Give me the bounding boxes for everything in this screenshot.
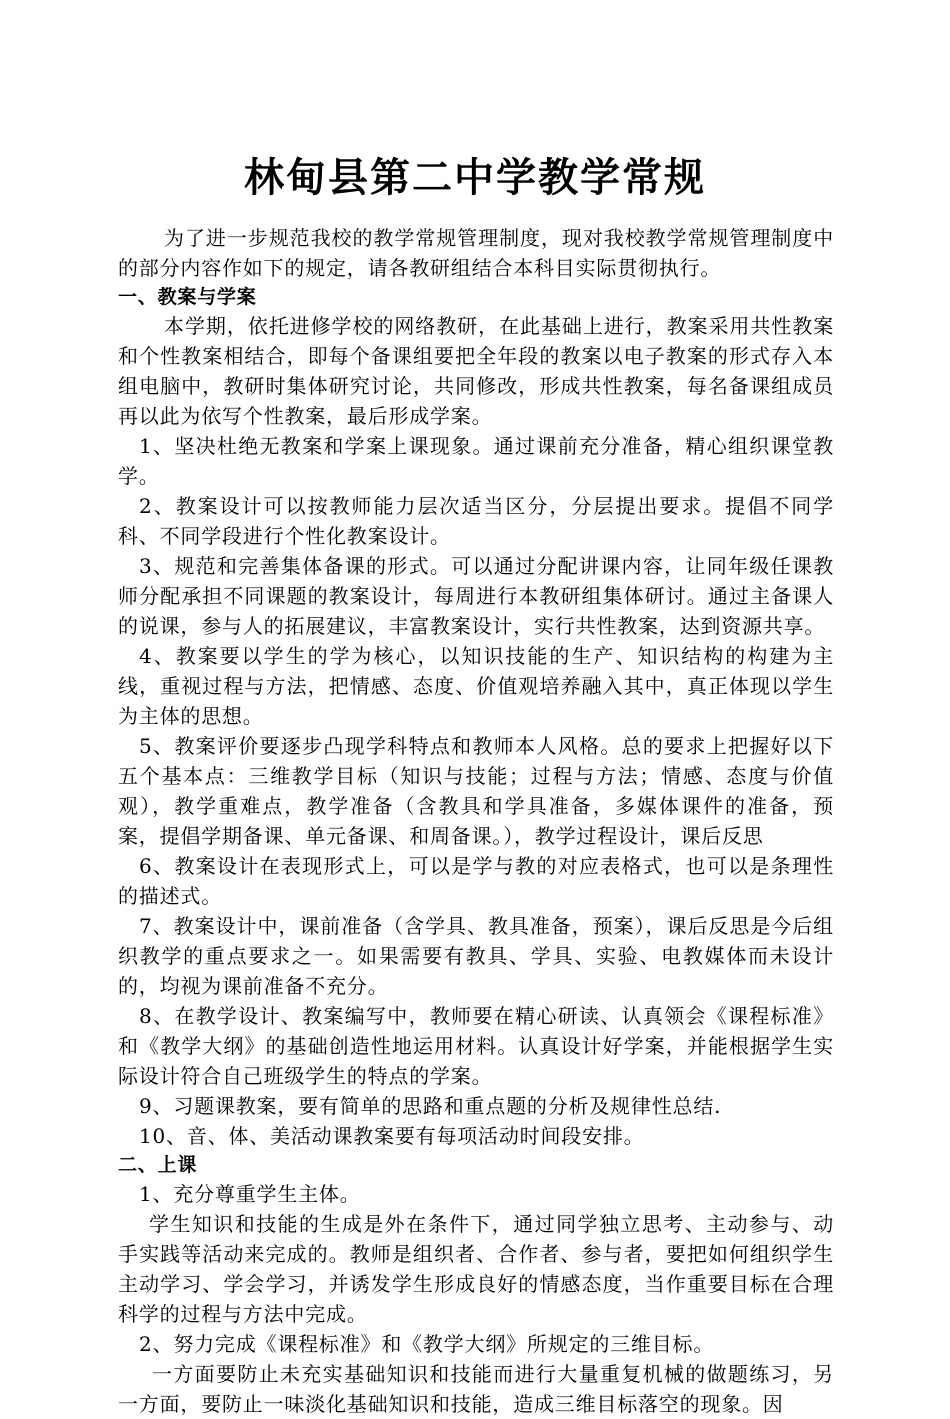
section1-item-10: 10、音、体、美活动课教案要有每项活动时间段安排。 xyxy=(139,1124,645,1148)
section2-item-2-paragraph: 一方面要防止未充实基础知识和技能而进行大量重复机械的做题练习，另一方面，要防止一味淡化基础知识和技能，造成三维目标落空的现象。因 xyxy=(118,1362,834,1416)
section2-item-1: 1、充分尊重学生主体。 xyxy=(139,1182,361,1206)
section1-item-8: 8、在教学设计、教案编写中，教师要在精心研读、认真领会《课程标准》和《教学大纲》的基础创造性地运用材料。认真设计好学案，并能根据学生实际设计符合自己班级学生的特点的学案。 xyxy=(118,1004,834,1088)
section1-item-7: 7、教案设计中，课前准备（含学具、教具准备，预案），课后反思是今后组织教学的重点要求之一。如果需要有教具、学具、实验、电教媒体而未设计的，均视为课前准备不充分。 xyxy=(118,914,834,998)
section1-item-4: 4、教案要以学生的学为核心，以知识技能的生产、知识结构的构建为主线，重视过程与方法，把情感、态度、价值观培养融入其中，真正体现以学生为主体的思想。 xyxy=(118,644,834,728)
section1-item-1: 1、坚决杜绝无教案和学案上课现象。通过课前充分准备，精心组织课堂教学。 xyxy=(118,434,834,488)
section-heading-lesson-plans: 一、教案与学案 xyxy=(118,286,257,308)
section1-item-9: 9、习题课教案，要有简单的思路和重点题的分析及规律性总结. xyxy=(139,1094,722,1118)
section1-item-5: 5、教案评价要逐步凸现学科特点和教师本人风格。总的要求上把握好以下五个基本点：三维教学目标（知识与技能；过程与方法；情感、态度与价值观），教学重难点，教学准备（含教具和学具准备，多媒体课件的准备，预案，提倡学期备课、单元备课、和周备课。），教学过程设计，课后反思 xyxy=(118,734,834,848)
section1-paragraph: 本学期，依托进修学校的网络教研，在此基础上进行，教案采用共性教案和个性教案相结合，即每个备课组要把全年段的教案以电子教案的形式存入本组电脑中，教研时集体研究讨论，共同修改，形成共性教案，每名备课组成员再以此为依写个性教案，最后形成学案。 xyxy=(118,314,834,428)
document-title: 林甸县第二中学教学常规 xyxy=(244,155,706,201)
intro-paragraph: 为了进一步规范我校的教学常规管理制度，现对我校教学常规管理制度中的部分内容作如下的规定，请各教研组结合本科目实际贯彻执行。 xyxy=(118,226,834,280)
document-body xyxy=(118,223,834,1419)
section1-item-2: 2、教案设计可以按教师能力层次适当区分，分层提出要求。提倡不同学科、不同学段进行个性化教案设计。 xyxy=(118,494,834,548)
section1-item-6: 6、教案设计在表现形式上，可以是学与教的对应表格式，也可以是条理性的描述式。 xyxy=(118,854,834,908)
section2-item-1-paragraph: 学生知识和技能的生成是外在条件下，通过同学独立思考、主动参与、动手实践等活动来完成的。教师是组织者、合作者、参与者，要把如何组织学生主动学习、学会学习，并诱发学生形成良好的情感态度，当作重要目标在合理科学的过程与方法中完成。 xyxy=(118,1212,834,1326)
section-heading-classes: 二、上课 xyxy=(118,1154,198,1176)
section2-item-2: 2、努力完成《课程标准》和《教学大纲》所规定的三维目标。 xyxy=(139,1332,715,1356)
section1-item-3: 3、规范和完善集体备课的形式。可以通过分配讲课内容，让同年级任课教师分配承担不同课题的教案设计，每周进行本教研组集体研讨。通过主备课人的说课，参与人的拓展建议，丰富教案设计，实行共性教案，达到资源共享。 xyxy=(118,554,834,638)
